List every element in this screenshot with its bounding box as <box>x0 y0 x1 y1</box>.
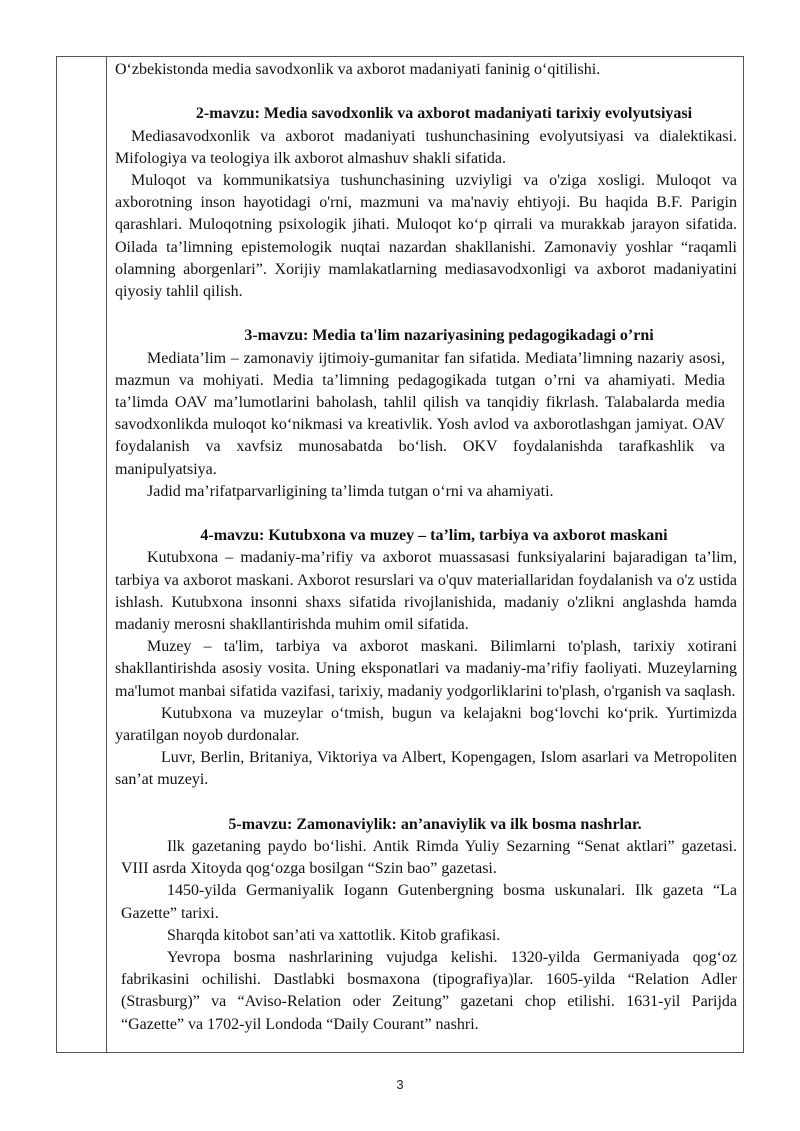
section-title: 5-mavzu: Zamonaviylik: an’anaviylik va ilk bosma nashrlar. <box>228 815 642 833</box>
spacer <box>115 503 737 525</box>
section-paragraph: 1450-yilda Germaniyalik Iogann Gutenbergning bosma uskunalari. Ilk gazeta “La Gazette” tarixi. <box>121 882 737 922</box>
section-paragraph: Kutubxona va muzeylar o‘tmish, bugun va kelajakni bog‘lovchi ko‘prik. Yurtimizda yaratilgan noyob durdonalar. <box>115 704 737 745</box>
section-paragraph: Ilk gazetaning paydo bo‘lishi. Antik Rimda Yuliy Sezarning “Senat aktlari” gazetasi. VIII asrda Xitoyda qog‘ozga bosilgan “Szin bao” gazetasi. <box>121 838 737 878</box>
section-paragraph: Mediasavodxonlik va axborot madaniyati tushunchasining evolyutsiyasi va dialektikasi. Mifologiya va teologiya ilk axborot almashuv shakli sifatida. <box>115 127 737 167</box>
table-left-column <box>57 57 107 1052</box>
section-paragraph: Luvr, Berlin, Britaniya, Viktoriya va Albert, Kopengagen, Islom asarlari va Metropoliten san’at muzeyi. <box>115 749 737 789</box>
section-4 <box>115 525 737 791</box>
table-content-cell <box>115 57 737 1036</box>
section-paragraph: Kutubxona – madaniy-ma’rifiy va axborot muassasasi funksiyalarini bajaradigan ta’lim, tarbiya va axborot maskani. Axborot resurslari va o'quv materiallaridan foydalanish va o'z ustida ishlash. Kutubxona insonni shaxs sifatida rivojlanishida, madaniy o'zlikni anglashda hamda madaniy merosni shakllantirishda muhim omil sifatida. <box>115 549 737 634</box>
spacer <box>115 303 737 325</box>
section-paragraph: Mediata’lim – zamonaviy ijtimoiy-gumanitar fan sifatida. Mediata’limning nazariy asosi, mazmun va mohiyati. Media ta’limning pedagogikada tutgan o’rni va ahamiyati. Media ta’limda OAV ma’lumotlarini baholash, tahlil qilish va tanqidiy fikrlash. Talabalarda media savodxonlikda muloqot ko‘nikmasi va kreativlik. Yosh avlod va axborotlashgan jamiyat. OAV foydalanish va xavfsiz munosabatda bo‘lish. OKV foydalanishda tarafkashlik va manipulyatsiya. <box>115 349 725 478</box>
page-number: 3 <box>396 1077 404 1092</box>
spacer <box>115 81 737 103</box>
section-paragraph: Muzey – ta'lim, tarbiya va axborot maskani. Bilimlarni to'plash, tarixiy xotirani shakllantirishda asosiy vosita. Uning eksponatlari va madaniy-ma’rifiy faoliyati. Muzeylarning ma'lumot manbai sifatida vazifasi, tarixiy, madaniy yodgorliklarini to'plash, o'rganish va saqlash. <box>115 638 737 700</box>
section-paragraph: Sharqda kitobot san’ati va xattotlik. Kitob grafikasi. <box>167 926 501 944</box>
document-table <box>56 56 744 1053</box>
section-paragraph: Yevropa bosma nashrlarining vujudga kelishi. 1320-yilda Germaniyada qog‘oz fabrikasini ochilishi. Dastlabki bosmaxona (tipografiya)lar. 1605-yilda “Relation Adler (Strasburg)” va “Aviso-Relation oder Zeitung” gazetani chop etilishi. 1631-yil Parijda “Gazette” va 1702-yil Londoda “Daily Courant” nashri. <box>121 949 737 1033</box>
section-title: 3-mavzu: Media ta'lim nazariyasining pedagogikadagi o’rni <box>244 327 654 345</box>
section-paragraph: Jadid ma’rifatparvarligining ta’limda tutgan o‘rni va ahamiyati. <box>147 482 554 500</box>
section-2 <box>115 103 737 303</box>
section-title: 4-mavzu: Kutubxona va muzey – ta’lim, tarbiya va axborot maskani <box>200 527 668 545</box>
section-title: 2-mavzu: Media savodxonlik va axborot madaniyati tarixiy evolyutsiyasi <box>195 105 693 123</box>
section-5 <box>115 814 737 1036</box>
section-3 <box>115 325 737 503</box>
spacer <box>115 792 737 814</box>
section-paragraph: Muloqot va kommunikatsiya tushunchasining uzviyligi va o'ziga xosligi. Muloqot va axborotning inson hayotidagi o'rni, mazmuni va ma'naviy ehtiyoji. Bu haqida B.F. Parigin qarashlari. Muloqotning psixologik jihati. Muloqot ko‘p qirrali va murakkab jarayon sifatida. Oilada ta’limning epistemologik nuqtai nazardan shakllanishi. Zamonaviy yoshlar “raqamli olamning aborgenlari”. Xorijiy mamlakatlarning mediasavodxonligi va axborot madaniyatini qiyosiy tahlil qilish. <box>115 172 737 301</box>
intro-line: O‘zbekistonda media savodxonlik va axborot madaniyati faninig o‘qitilishi. <box>115 61 601 78</box>
